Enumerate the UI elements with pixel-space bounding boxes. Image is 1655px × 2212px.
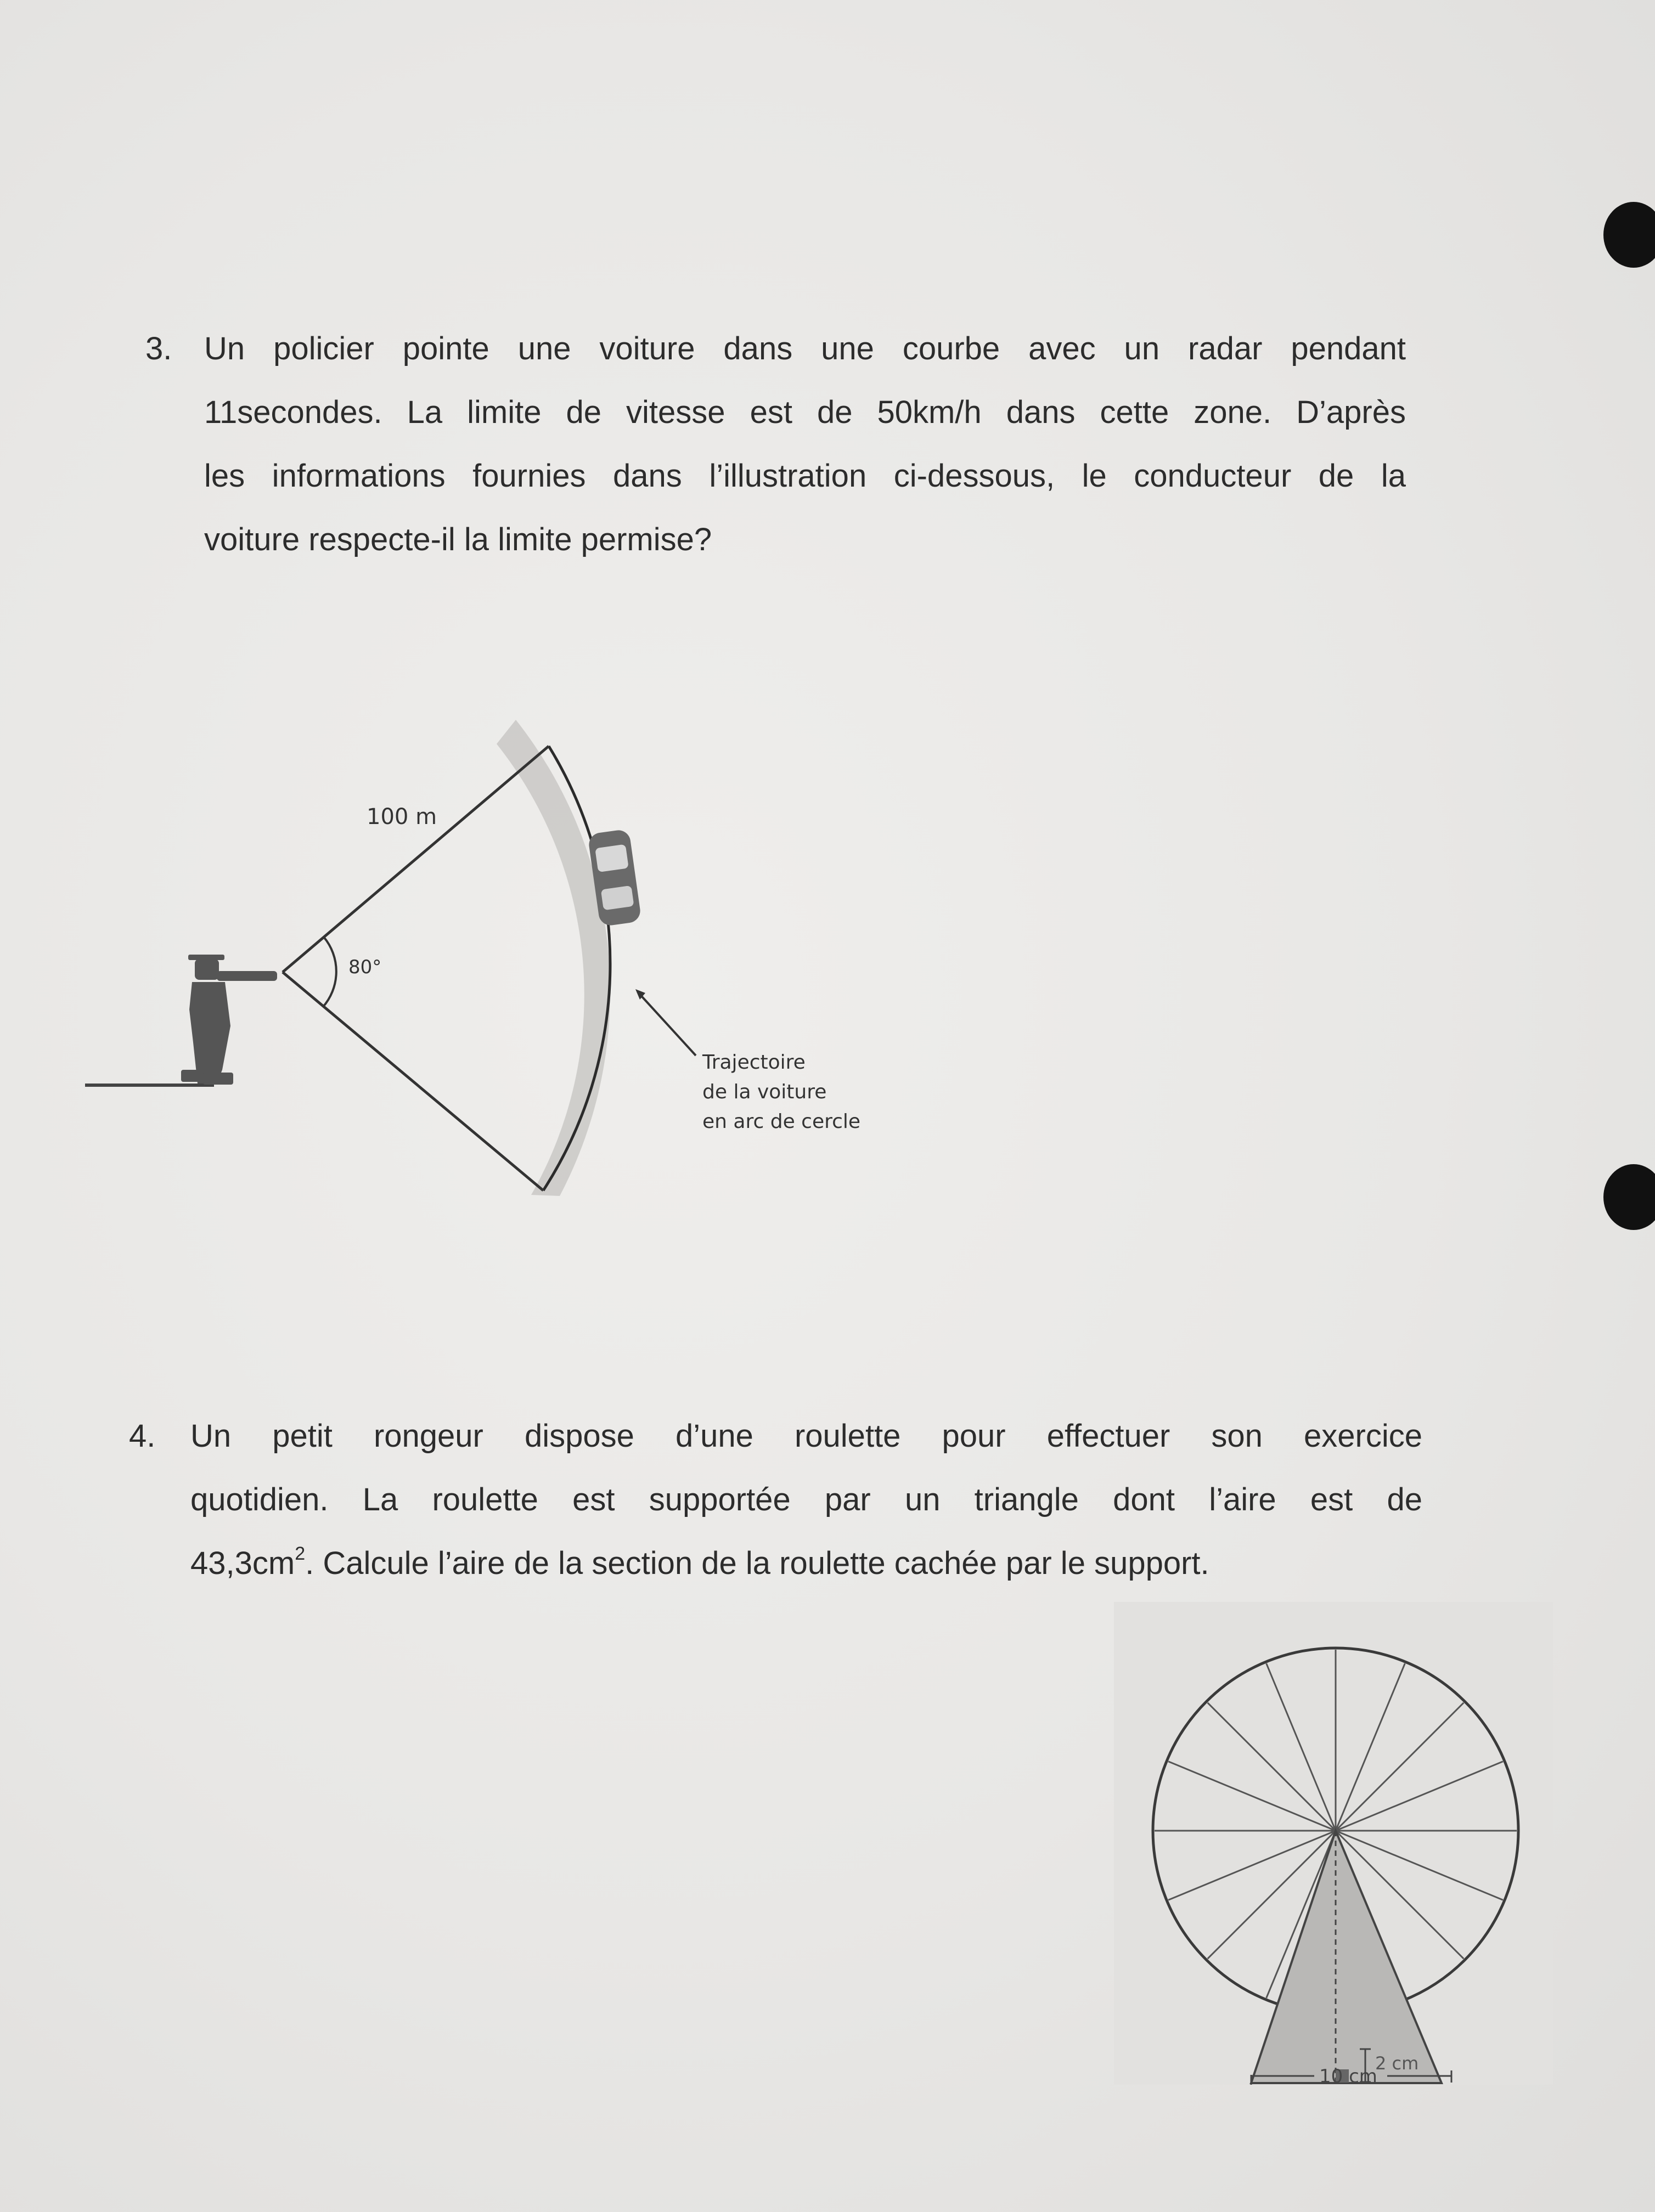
angle-label: 80° [348, 956, 382, 978]
trajectory-label-line2: de la voiture [702, 1081, 827, 1103]
question-line: Un petit rongeur dispose d’une roulette pour effectuer son exercice [190, 1418, 1422, 1454]
question-line: quotidien. La roulette est supportée par un triangle dont l’aire est de [190, 1482, 1422, 1517]
trajectory-label-line3: en arc de cercle [702, 1110, 861, 1133]
support-triangle [1251, 1831, 1442, 2083]
question-line: Un policier pointe une voiture dans une courbe avec un radar pendant [204, 331, 1406, 366]
base-label: 10 cm [1319, 2066, 1377, 2087]
question-line: voiture respecte-il la limite permise? [204, 522, 712, 557]
question-number: 4. [129, 1418, 156, 1454]
radius-label: 100 m [367, 804, 437, 830]
question-number: 3. [145, 331, 172, 366]
question-line: 11secondes. La limite de vitesse est de 50km/h dans cette zone. D’après [204, 394, 1406, 430]
area-exponent: 2 [295, 1543, 306, 1564]
wheel-spoke [1208, 1703, 1336, 1831]
trajectory-label-line1: Trajectoire [702, 1051, 806, 1074]
wheel-spoke [1336, 1703, 1463, 1831]
question-line-rest: . Calcule l’aire de la section de la roulette cachée par le support. [305, 1545, 1209, 1581]
height-label: 2 cm [1375, 2053, 1419, 2074]
area-value: 43,3cm [190, 1545, 295, 1581]
question-line: les informations fournies dans l’illustration ci-dessous, le conducteur de la [204, 458, 1406, 494]
